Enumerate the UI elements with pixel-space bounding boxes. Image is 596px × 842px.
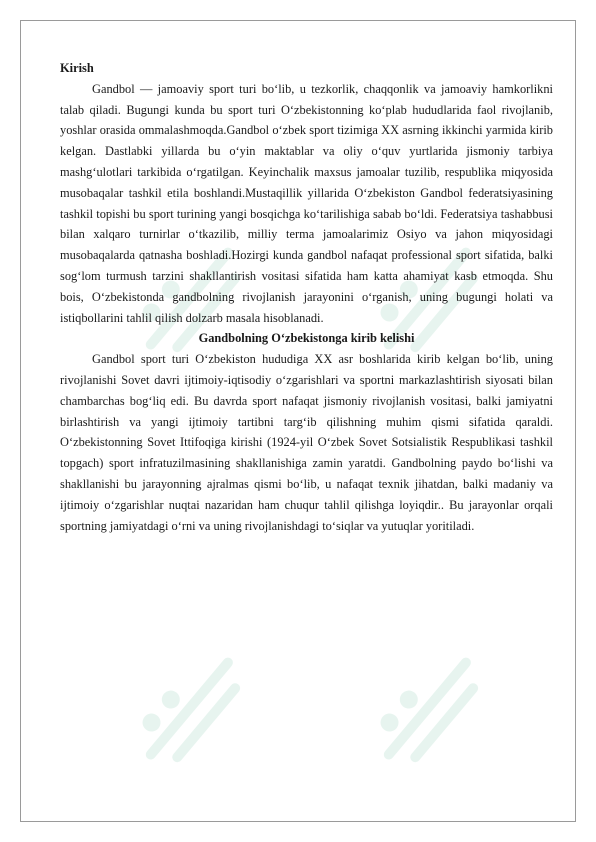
watermark-logo-icon — [360, 630, 510, 800]
section-heading: Gandbolning O‘zbekistonga kirib kelishi — [198, 331, 415, 346]
watermark-logo-icon — [122, 630, 272, 800]
section-paragraph: Gandbol sport turi O‘zbekiston hududiga XX asr boshlarida kirib kelgan bo‘lib, uning rivojlanishi Sovet davri ijtimoiy-iqtisodiy o‘zgarishlari va sportni markazlashtirish siyosati bilan chambarchas bog‘liq edi. Bu davrda sport nafaqat jismoniy rivojlanish vositasi, balki jamiyatni birlashtirish va yangi ijtimoiy tartibni targ‘ib qilishning muhim qismi sifatida qaraldi. O‘zbekistonning Sovet Ittifoqiga kirishi (1924-yil O‘zbek Sovet Sotsialistik Respublikasi tashkil topgach) sport infratuzilmasining shakllanishiga zamin yaratdi. Gandbolning paydo bo‘lishi va shakllanishi bu jarayonning ajralmas qismi bo‘lib, u nafaqat texnik jihatdan, balki madaniy va ijtimoiy o‘zgarishlar nuqtai nazaridan ham chuqur tahlil qilishga loyiqdir.. Bu jarayonlar orqali sportning jamiyatdagi o‘rni va uning rivojlanishdagi to‘siqlar va yutuqlar yoritiladi. — [60, 352, 553, 533]
intro-heading: Kirish — [60, 61, 94, 75]
document-body — [60, 58, 553, 536]
intro-paragraph: Gandbol — jamoaviy sport turi bo‘lib, u tezkorlik, chaqqonlik va jamoaviy hamkorlikni talab qiladi. Bugungi kunda bu sport turi O‘zbekistonning ko‘plab hududlarida faol rivojlanib, yoshlar orasida ommalashmoqda.Gandbol o‘zbek sport tizimiga XX asrning ikkinchi yarmida kirib kelgan. Dastlabki yillarda bu o‘yin maktablar va oliy o‘quv yurtlarida jismoniy tarbiya mashg‘ulotlari tarkibida o‘rgatilgan. Keyinchalik maxsus jamoalar tuzilib, respublika miqyosida musobaqalar tashkil etila boshlandi.Mustaqillik yillarida O‘zbekiston Gandbol federatsiyasining tashkil topishi bu sport turining yangi bosqichga ko‘tarilishiga sabab bo‘ldi. Federatsiya tashabbusi bilan xalqaro turnirlar o‘tkazilib, milliy terma jamoalarimiz Osiyo va jahon miqyosidagi musobaqalarda qatnasha boshladi.Hozirgi kunda gandbol nafaqat professional sport sifatida, balki sog‘lom turmush tarzini shakllantirish vositasi sifatida ham katta ahamiyat kasb etmoqda. Shu bois, O‘zbekistonda gandbolning rivojlanish jarayonini o‘rganish, uning bugungi holati va istiqbollarini tahlil qilish dolzarb masala hisoblanadi. — [60, 81, 553, 325]
